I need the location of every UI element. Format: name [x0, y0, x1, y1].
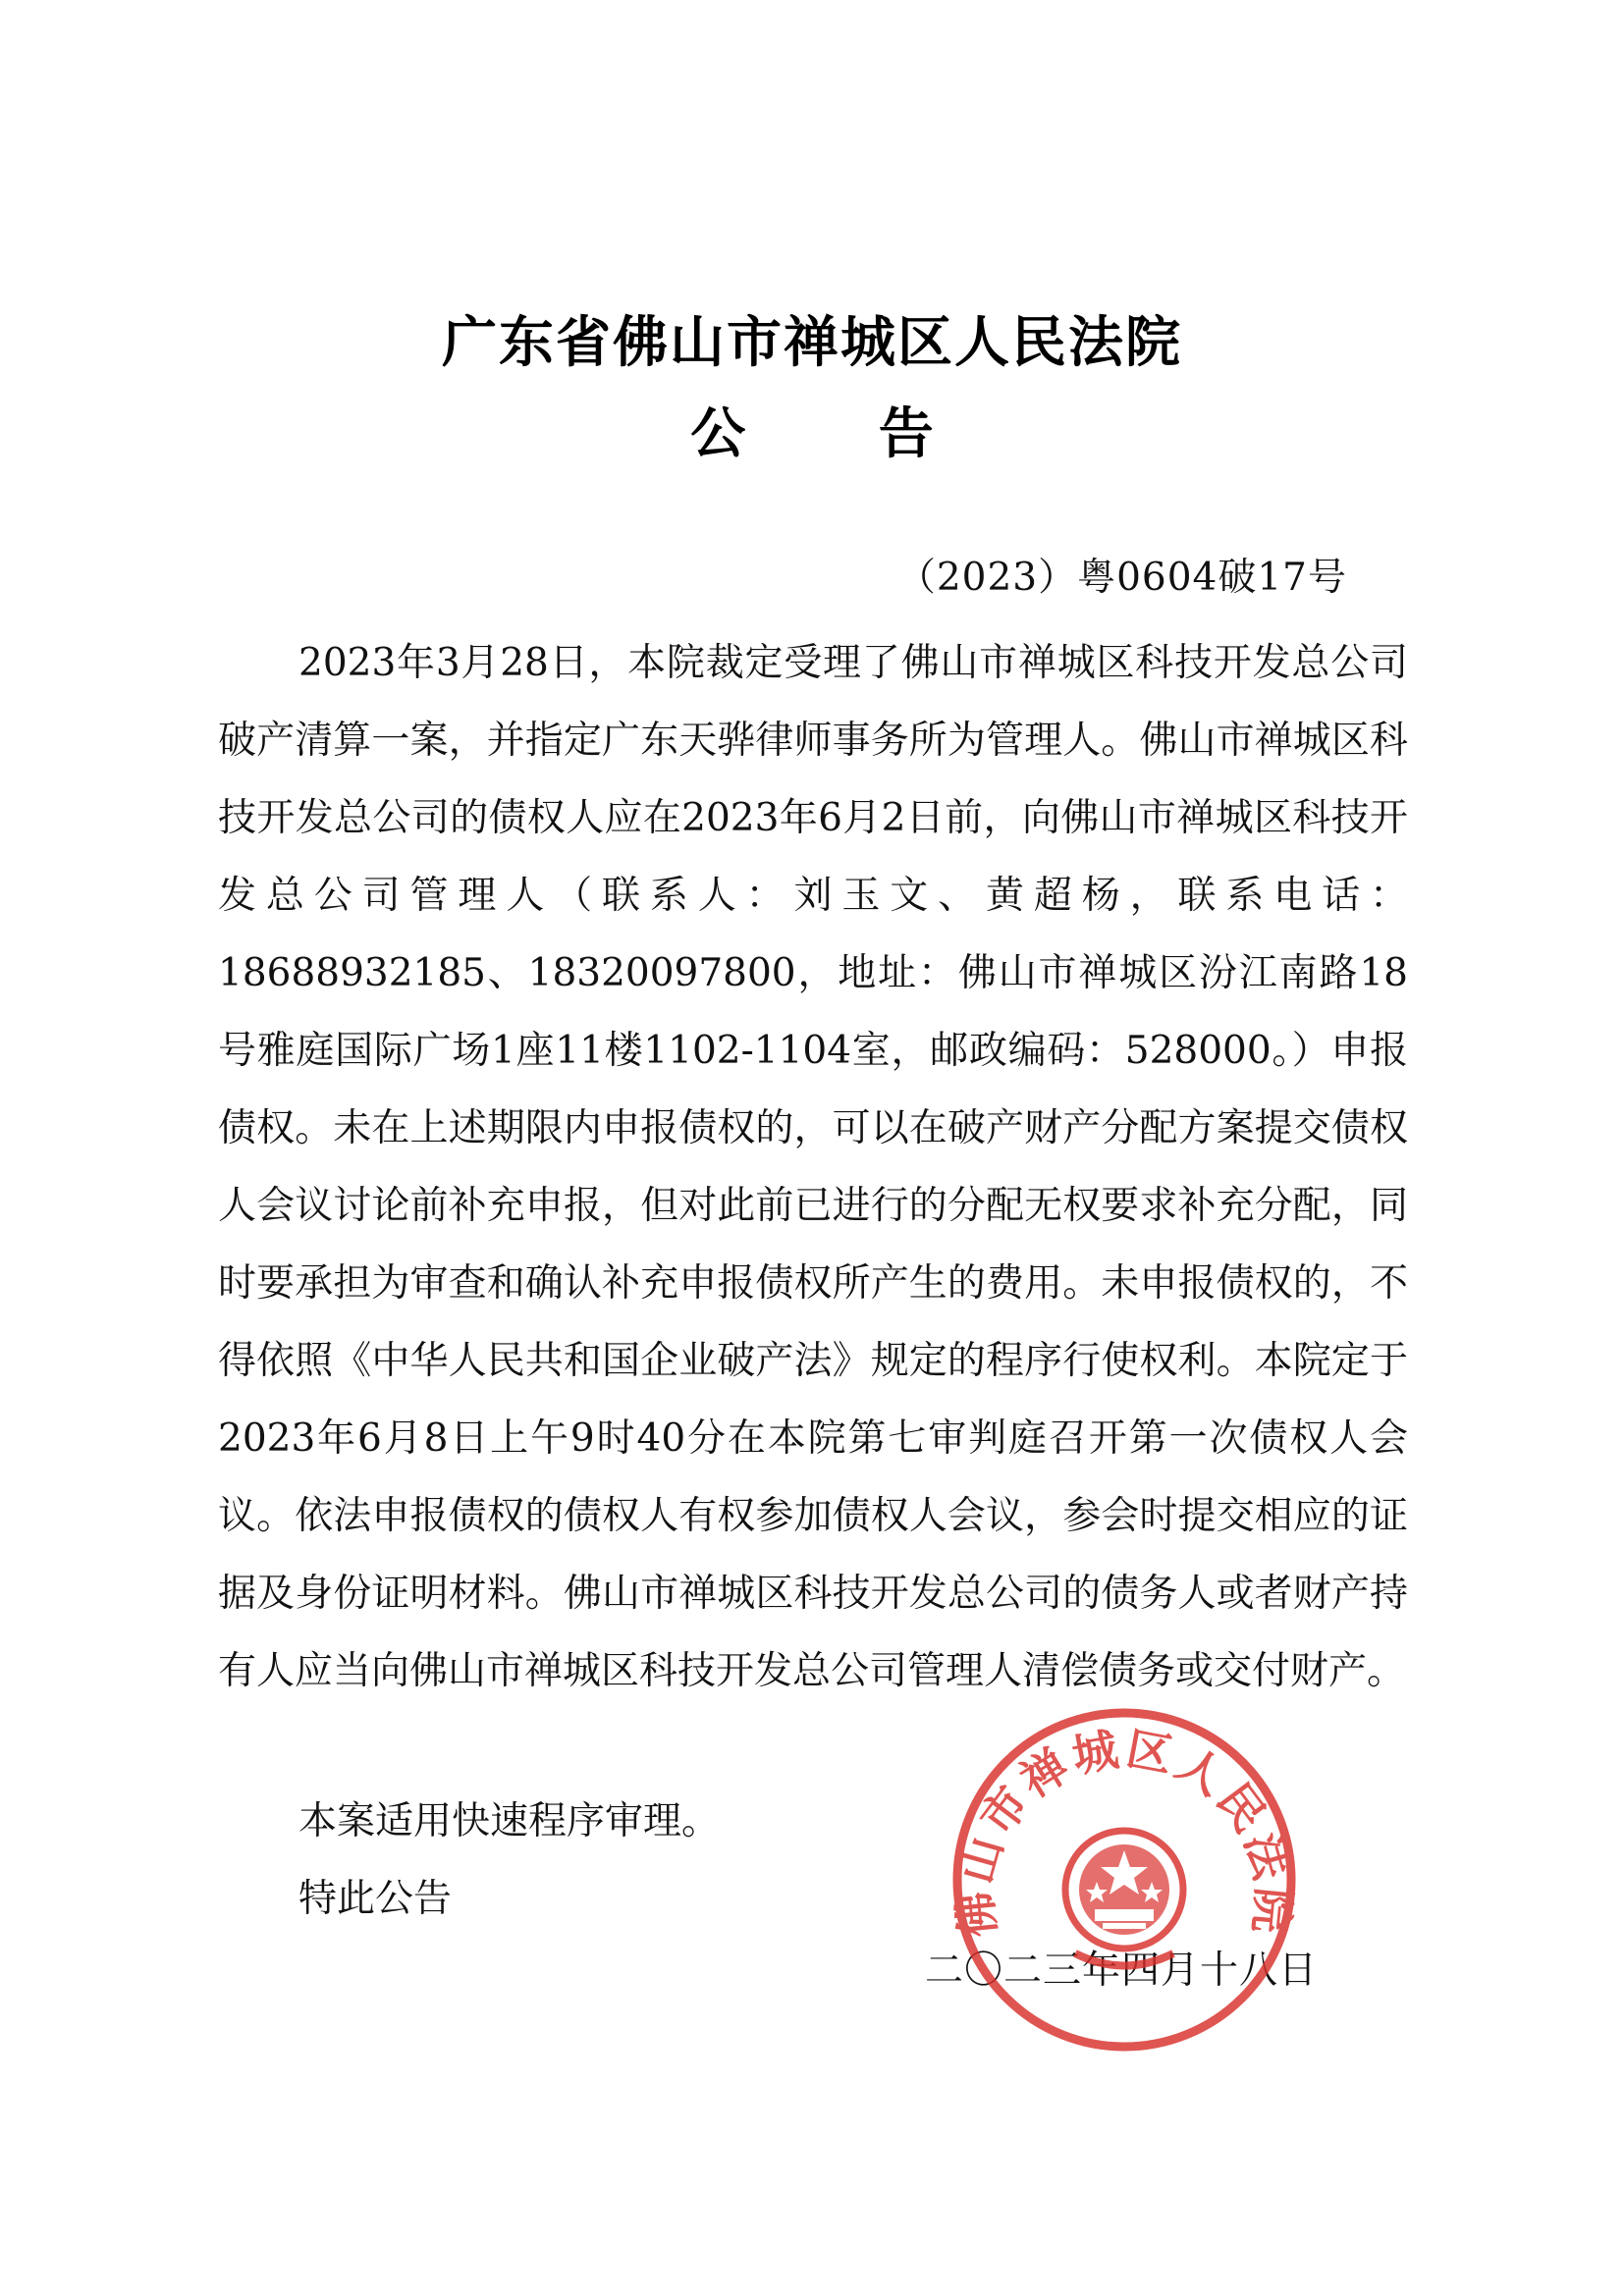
closing-paragraph: 特此公告	[298, 1877, 453, 1921]
court-seal	[947, 1703, 1301, 2056]
court-title: 广东省佛山市禅城区人民法院	[442, 311, 1182, 375]
notice-title: 公 告	[690, 402, 991, 466]
main-paragraph: 2023年3月28日，本院裁定受理了佛山市禅城区科技开发总公司破产清算一案，并指定广东天骅律师事务所为管理人。佛山市禅城区科技开发总公司的债权人应在2023年6月2日前，向佛山市禅城区科技开发总公司管理人（联系人：刘玉文、黄超杨，联系电话：18688932185、18320097800，地址：佛山市禅城区汾江南路18号雅庭国际广场1座11楼1102-1104室，邮政编码：528000。）申报债权。未在上述期限内申报债权的，可以在破产财产分配方案提交债权人会议讨论前补充申报，但对此前已进行的分配无权要求补充分配，同时要承担为审查和确认补充申报债权所产生的费用。未申报债权的，不得依照《中华人民共和国企业破产法》规定的程序行使权利。本院定于2023年6月8日上午9时40分在本院第七审判庭召开第一次债权人会议。依法申报债权的债权人有权参加债权人会议，参会时提交相应的证据及身份证明材料。佛山市禅城区科技开发总公司的债务人或者财产持有人应当向佛山市禅城区科技开发总公司管理人清偿债务或交付财产。	[218, 641, 1408, 1693]
fast-procedure-paragraph: 本案适用快速程序审理。	[298, 1799, 721, 1843]
issue-date: 二〇二三年四月十八日	[924, 1949, 1318, 1993]
case-number: （2023）粤0604破17号	[896, 556, 1347, 600]
court-seal-graphic	[947, 1703, 1301, 2056]
seal-text: 佛山市禅城区人民法院	[947, 1722, 1301, 1940]
national-emblem-icon	[1065, 1831, 1183, 1966]
